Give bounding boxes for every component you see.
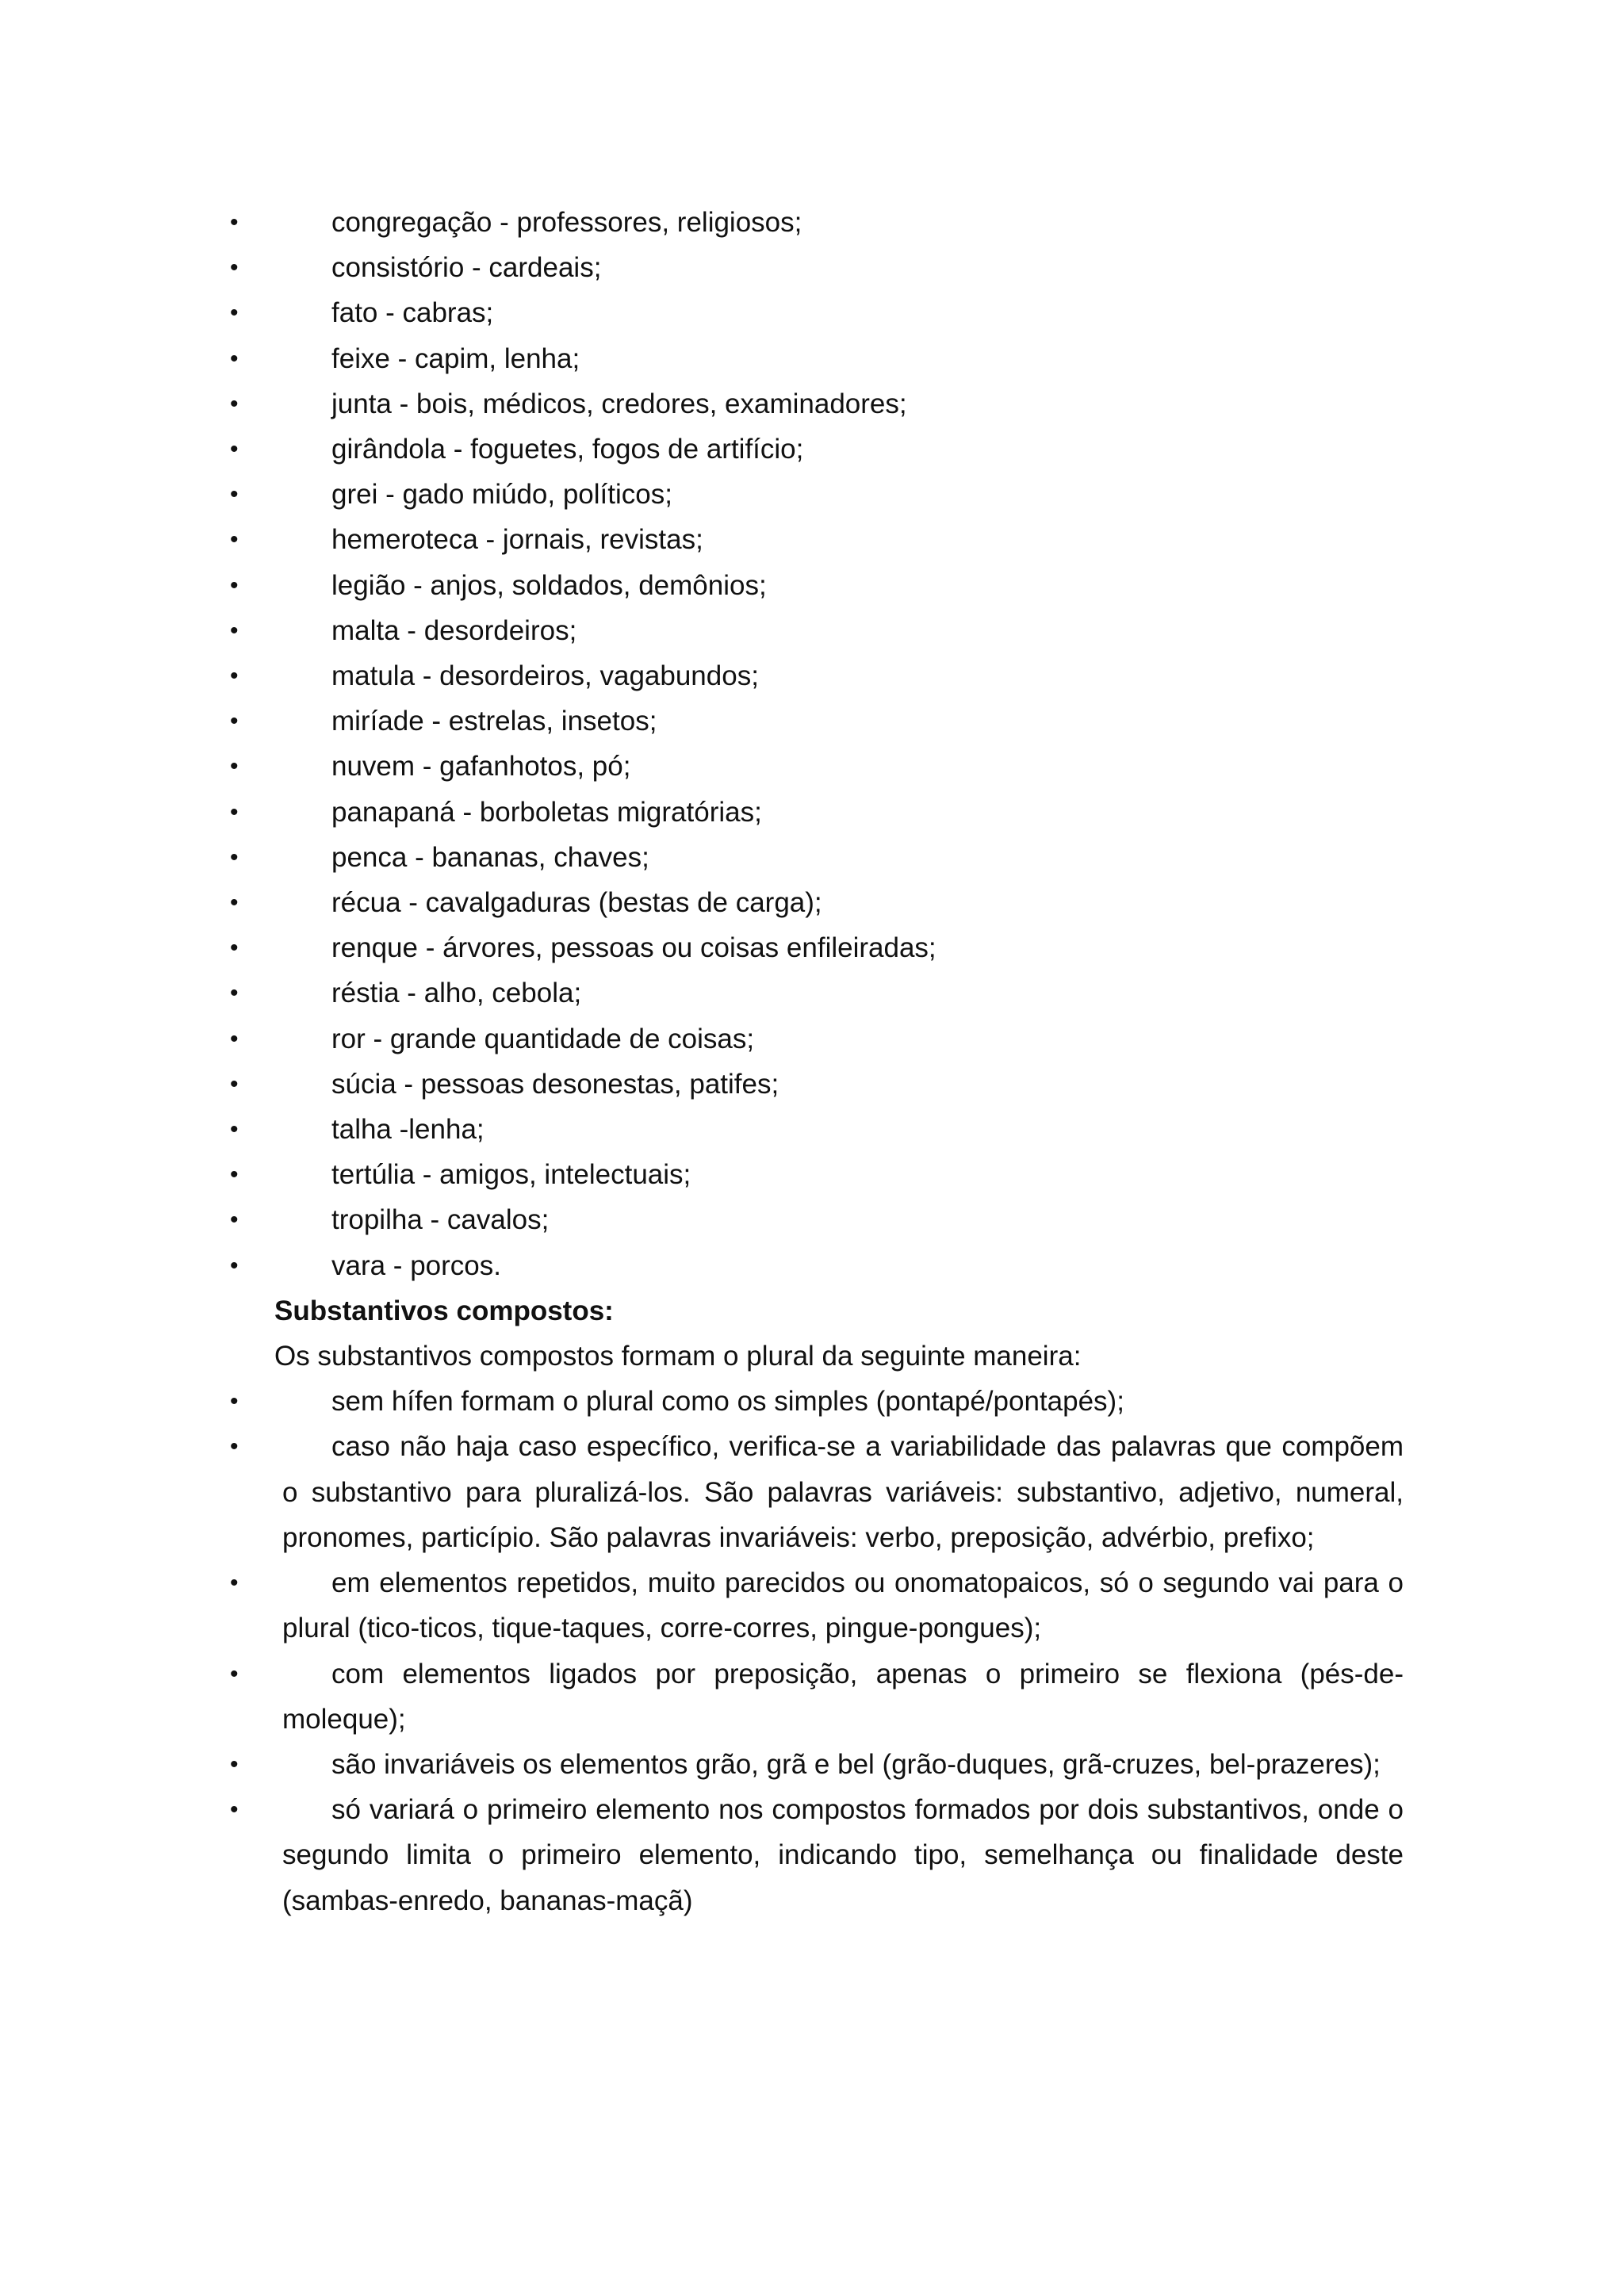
list-item-text: tropilha - cavalos; — [331, 1204, 550, 1236]
list-item — [230, 381, 1404, 427]
list-item — [230, 290, 1404, 335]
list-item-text: hemeroteca - jornais, revistas; — [331, 524, 703, 556]
bullet-icon: • — [230, 209, 239, 235]
list-item — [230, 1197, 1404, 1242]
page-content — [230, 200, 1404, 1923]
rule-item — [230, 1379, 1404, 1424]
list-item — [230, 200, 1404, 245]
bullet-icon: • — [230, 1570, 239, 1597]
bullet-icon: • — [230, 1070, 239, 1097]
list-item-text: congregação - professores, religiosos; — [331, 207, 802, 238]
list-item — [230, 970, 1404, 1016]
bullet-icon: • — [230, 753, 239, 780]
list-item — [230, 698, 1404, 744]
list-item — [230, 245, 1404, 290]
rule-item — [230, 1742, 1404, 1787]
list-item-text: junta - bois, médicos, credores, examinadores; — [331, 388, 907, 419]
list-item — [230, 1152, 1404, 1197]
list-item — [230, 1016, 1404, 1062]
section-intro: Os substantivos compostos formam o plural da seguinte maneira: — [274, 1341, 1082, 1372]
list-item-text: nuvem - gafanhotos, pó; — [331, 751, 631, 783]
list-item-text: ror - grande quantidade de coisas; — [331, 1023, 755, 1054]
bullet-icon: • — [230, 1116, 239, 1143]
list-item-text: vara - porcos. — [331, 1249, 501, 1281]
rule-item-text: só variará o primeiro elemento nos compostos formados por dois substantivos, onde o segundo limita o primeiro elemento, indicando tipo, semelhança ou finalidade deste (sambas-enredo, bananas-maçã) — [282, 1794, 1404, 1916]
bullet-icon: • — [230, 390, 239, 417]
bullet-icon: • — [230, 1797, 239, 1823]
bullet-icon: • — [230, 345, 239, 372]
list-item-text: feixe - capim, lenha; — [331, 342, 580, 374]
list-item-text: renque - árvores, pessoas ou coisas enfileiradas; — [331, 932, 936, 964]
bullet-icon: • — [230, 980, 239, 1007]
list-item-text: tertúlia - amigos, intelectuais; — [331, 1159, 691, 1191]
section-heading: Substantivos compostos: — [274, 1295, 614, 1326]
list-item — [230, 517, 1404, 562]
list-item-text: matula - desordeiros, vagabundos; — [331, 660, 759, 692]
bullet-icon: • — [230, 1751, 239, 1777]
bullet-icon: • — [230, 1161, 239, 1188]
rule-item — [230, 1787, 1404, 1923]
bullet-icon: • — [230, 617, 239, 644]
list-item — [230, 835, 1404, 880]
bullet-icon: • — [230, 1433, 239, 1460]
list-item-text: legião - anjos, soldados, demônios; — [331, 569, 767, 601]
list-item-text: réstia - alho, cebola; — [331, 978, 582, 1009]
list-item — [230, 563, 1404, 608]
list-item — [230, 427, 1404, 472]
rule-item — [230, 1424, 1404, 1560]
bullet-icon: • — [230, 1660, 239, 1687]
list-item-text: talha -lenha; — [331, 1114, 485, 1146]
rule-item-text: com elementos ligados por preposição, apenas o primeiro se flexiona (pés-de-moleque); — [282, 1658, 1404, 1735]
list-item — [230, 1107, 1404, 1152]
bullet-icon: • — [230, 844, 239, 871]
list-item — [230, 472, 1404, 517]
list-item — [230, 880, 1404, 925]
rule-item — [230, 1560, 1404, 1651]
list-item — [230, 608, 1404, 653]
bullet-icon: • — [230, 300, 239, 327]
bullet-icon: • — [230, 935, 239, 962]
rule-item-text: em elementos repetidos, muito parecidos ou onomatopaicos, só o segundo vai para o plural (tico-ticos, tique-taques, corre-corres, pingue-pongues); — [282, 1567, 1404, 1644]
list-item — [230, 653, 1404, 698]
rule-item-text: caso não haja caso específico, verifica-se a variabilidade das palavras que compõem o substantivo para pluralizá-los. São palavras variáveis: substantivo, adjetivo, numeral, pronomes, particípio. São palavras invariáveis: verbo, preposição, advérbio, prefixo; — [282, 1431, 1404, 1553]
bullet-icon: • — [230, 481, 239, 508]
list-item-text: fato - cabras; — [331, 297, 494, 329]
list-item-text: súcia - pessoas desonestas, patifes; — [331, 1068, 779, 1100]
collective-nouns-list — [230, 200, 1404, 1288]
bullet-icon: • — [230, 1252, 239, 1279]
list-item-text: consistório - cardeais; — [331, 252, 602, 284]
bullet-icon: • — [230, 1207, 239, 1234]
list-item-text: penca - bananas, chaves; — [331, 841, 649, 873]
rule-item-text: são invariáveis os elementos grão, grã e bel (grão-duques, grã-cruzes, bel-prazeres); — [331, 1748, 1381, 1780]
bullet-icon: • — [230, 526, 239, 553]
rule-item-text: sem hífen formam o plural como os simples (pontapé/pontapés); — [331, 1386, 1124, 1418]
list-item-text: miríade - estrelas, insetos; — [331, 706, 657, 737]
list-item-text: girândola - foguetes, fogos de artifício; — [331, 434, 804, 465]
list-item — [230, 925, 1404, 970]
bullet-icon: • — [230, 254, 239, 281]
list-item — [230, 336, 1404, 381]
bullet-icon: • — [230, 663, 239, 690]
rule-item — [230, 1651, 1404, 1742]
bullet-icon: • — [230, 708, 239, 735]
list-item-text: grei - gado miúdo, políticos; — [331, 479, 672, 511]
list-item — [230, 790, 1404, 835]
bullet-icon: • — [230, 798, 239, 825]
list-item — [230, 744, 1404, 789]
bullet-icon: • — [230, 572, 239, 599]
bullet-icon: • — [230, 1025, 239, 1052]
list-item-text: malta - desordeiros; — [331, 614, 577, 646]
list-item-text: panapaná - borboletas migratórias; — [331, 796, 762, 828]
list-item-text: récua - cavalgaduras (bestas de carga); — [331, 887, 822, 919]
bullet-icon: • — [230, 1388, 239, 1415]
bullet-icon: • — [230, 890, 239, 916]
compound-rules-list — [230, 1379, 1404, 1923]
list-item — [230, 1243, 1404, 1288]
list-item — [230, 1062, 1404, 1107]
bullet-icon: • — [230, 436, 239, 463]
